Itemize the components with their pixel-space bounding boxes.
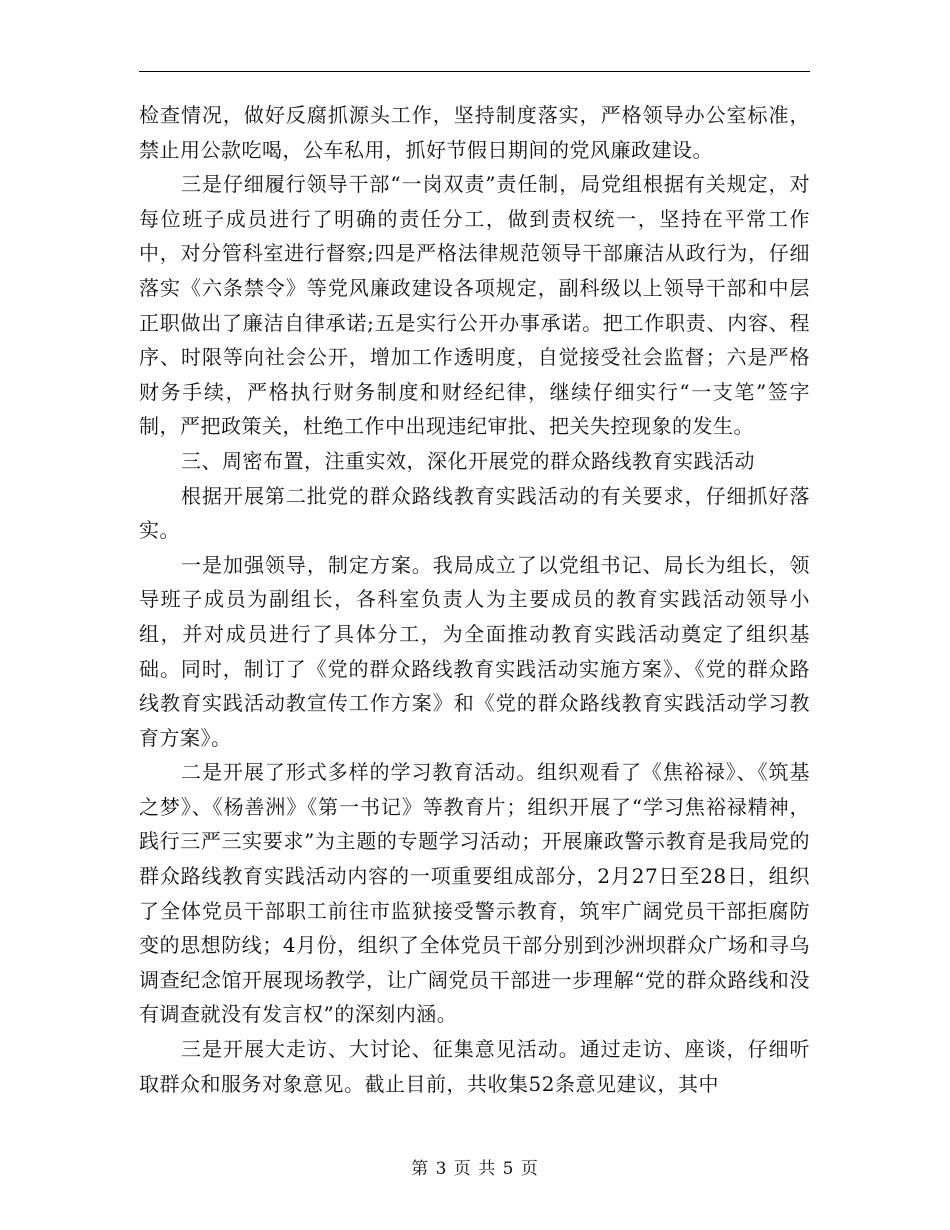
paragraph: 检查情况，做好反腐抓源头工作，坚持制度落实，严格领导办公室标准，禁止用公款吃喝，公车私用，抓好节假日期间的党风廉政建设。 [139,103,810,162]
paragraph: 二是开展了形式多样的学习教育活动。组织观看了《焦裕禄》、《筑基之梦》、《杨善洲》《第一书记》等教育片；组织开展了“学习焦裕禄精神，践行三严三实要求”为主题的专题学习活动；开展廉政警示教育是我局党的群众路线教育实践活动内容的一项重要组成部分，2月27日至28日，组织了全体党员干部职工前往市监狱接受警示教育，筑牢广阔党员干部拒腐防变的思想防线；4月份，组织了全体党员干部分别到沙洲坝群众广场和寻乌调查纪念馆开展现场教学，让广阔党员干部进一步理解“党的群众路线和没有调查就没有发言权”的深刻内涵。 [139,760,810,1027]
document-body [139,98,810,1101]
paragraph: 根据开展第二批党的群众路线教育实践活动的有关要求，仔细抓好落实。 [139,483,810,543]
header-rule [139,71,810,72]
paragraph: 三是开展大走访、大讨论、征集意见活动。通过走访、座谈，仔细听取群众和服务对象意见。截止目前，共收集52条意见建议，其中 [139,1037,810,1096]
paragraph: 一是加强领导，制定方案。我局成立了以党组书记、局长为组长，领导班子成员为副组长，各科室负责人为主要成员的教育实践活动领导小组，并对成员进行了具体分工，为全面推动教育实践活动奠定了组织基础。同时，制订了《党的群众路线教育实践活动实施方案》、《党的群众路线教育实践活动教宣传工作方案》和《党的群众路线教育实践活动学习教育方案》。 [139,552,810,750]
paragraph: 三是仔细履行领导干部“一岗双责”责任制，局党组根据有关规定，对每位班子成员进行了明确的责任分工，做到责权统一，坚持在平常工作中，对分管科室进行督察;四是严格法律规范领导干部廉洁从政行为，仔细落实《六条禁令》等党风廉政建设各项规定，副科级以上领导干部和中层正职做出了廉洁自律承诺;五是实行公开办事承诺。把工作职责、内容、程序、时限等向社会公开，增加工作透明度，自觉接受社会监督；六是严格财务手续，严格执行财务制度和财经纪律，继续仔细实行“一支笔”签字制，严把政策关，杜绝工作中出现违纪审批、把关失控现象的发生。 [139,172,810,439]
page-number-footer: 第 3 页 共 5 页 [411,1159,539,1179]
section-heading: 三、周密布置，注重实效，深化开展党的群众路线教育实践活动 [181,448,755,473]
